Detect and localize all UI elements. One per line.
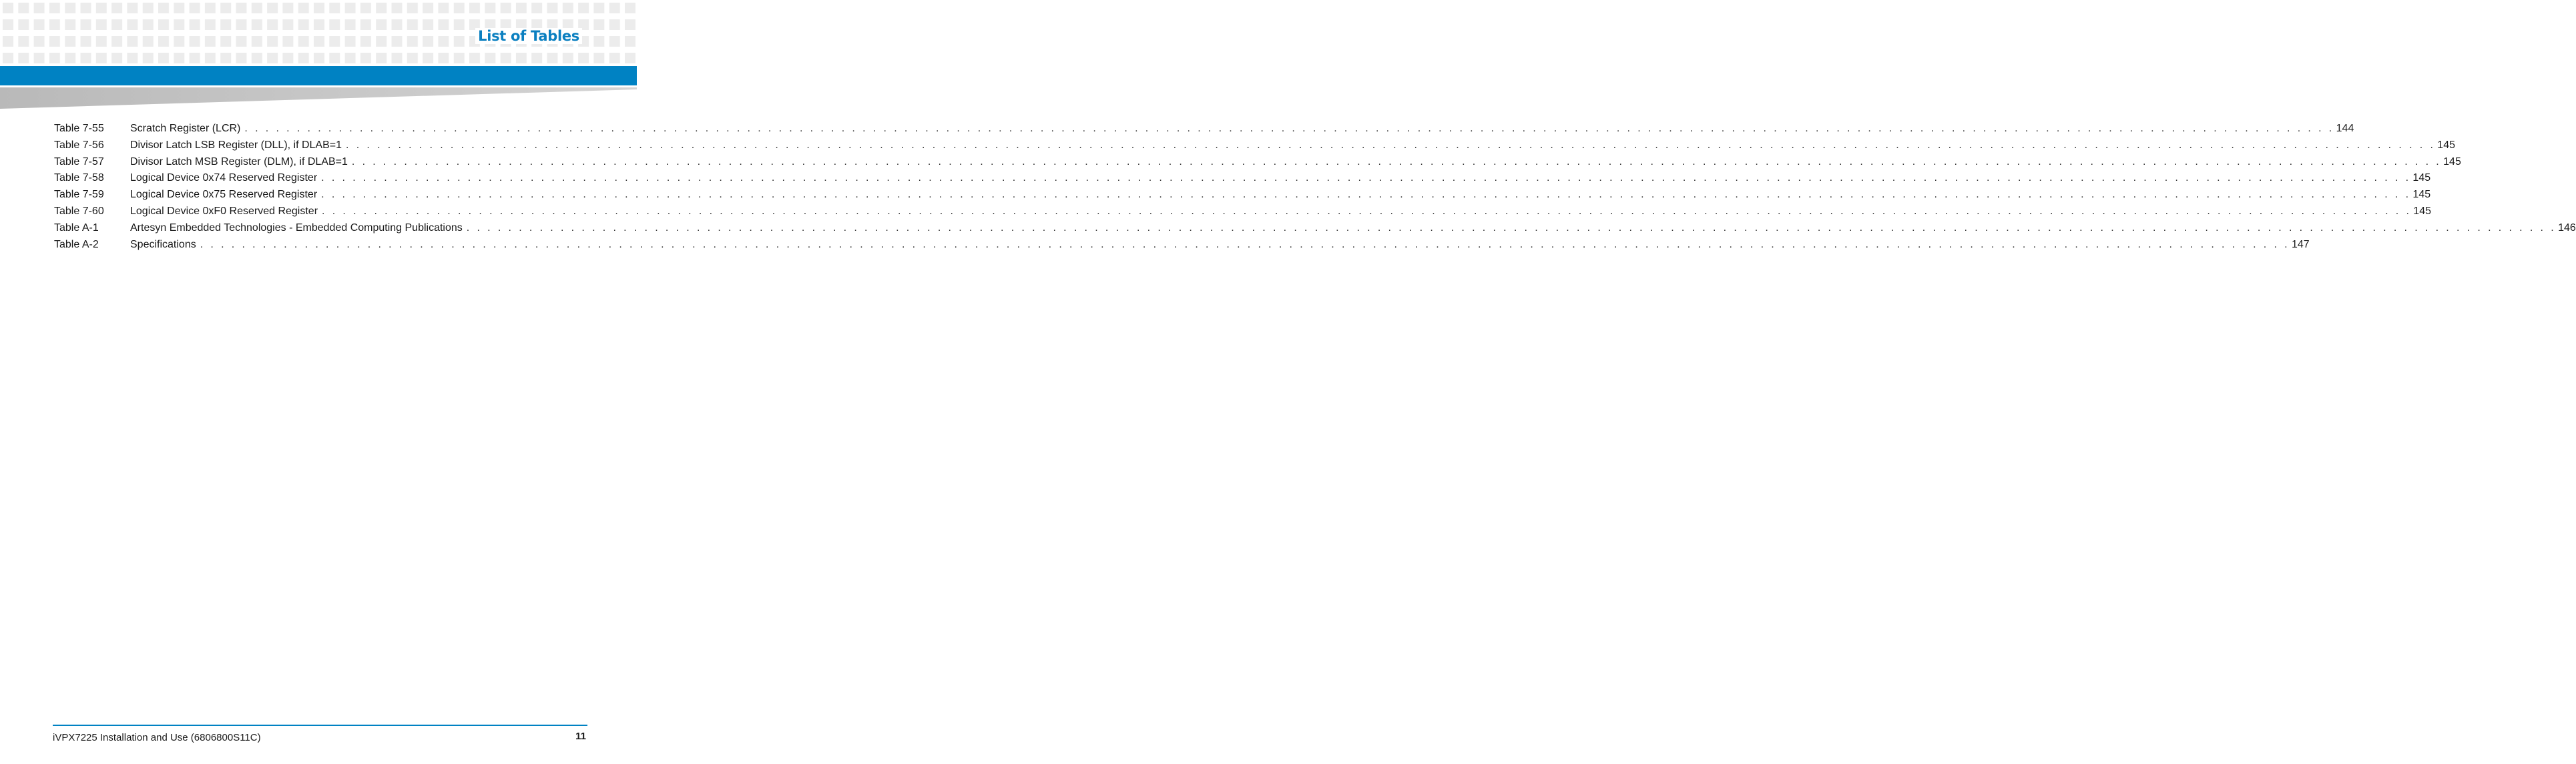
toc-entry-number: Table 7-59: [54, 189, 104, 201]
toc-entry-page: 145: [2413, 205, 2431, 217]
toc-entry-title: Logical Device 0x74 Reserved Register: [130, 172, 318, 184]
toc-dot-leader: . . . . . . . . . . . . . . . . . . . . . . . . . . . . . . . . . . . . . . . . . . . . . . . . . . . . . . . . . . . . . . . . . . . . . . . . . . . . . . . . . . . . . . . . . . . . . . . . . . . . . . . . . . . . . . . . . . . . . . . . . . . . . . . . . . . . . . . . . . . . . . . . . . . . . . . . . . . . . . . . . . . . . . . . . . . . . . . . . . . . . . . . . . . . . . . . . . . . . . . .: [351, 155, 2442, 167]
toc-entry[interactable]: [54, 172, 2431, 189]
toc-entry-number: Table 7-55: [54, 123, 104, 134]
toc-entry-number: Table A-1: [54, 222, 99, 234]
toc-entry-page: 145: [2443, 155, 2461, 167]
toc-entry-number: Table A-2: [54, 238, 99, 250]
toc-entry-number: Table 7-56: [54, 139, 104, 151]
toc-entry-page: 147: [2292, 238, 2310, 250]
toc-entry-number: Table 7-57: [54, 155, 104, 167]
toc-entry-page: 145: [2437, 139, 2455, 151]
toc-entry-number: Table 7-60: [54, 205, 104, 217]
toc-entry-title: Logical Device 0x75 Reserved Register: [130, 189, 318, 201]
footer-document-title: iVPX7225 Installation and Use (6806800S11C): [53, 732, 261, 743]
list-of-tables: [54, 123, 2576, 255]
toc-entry[interactable]: [54, 139, 2455, 156]
toc-dot-leader: . . . . . . . . . . . . . . . . . . . . . . . . . . . . . . . . . . . . . . . . . . . . . . . . . . . . . . . . . . . . . . . . . . . . . . . . . . . . . . . . . . . . . . . . . . . . . . . . . . . . . . . . . . . . . . . . . . . . . . . . . . . . . . . . . . . . . . . . . . . . . . . . . . . . . . . . . . . . . . . . . . . . . . . . . . . . . . . . . . . . . . . . . . . . . . . . . . . . . . . .: [321, 172, 2411, 184]
toc-dot-leader: . . . . . . . . . . . . . . . . . . . . . . . . . . . . . . . . . . . . . . . . . . . . . . . . . . . . . . . . . . . . . . . . . . . . . . . . . . . . . . . . . . . . . . . . . . . . . . . . . . . . . . . . . . . . . . . . . . . . . . . . . . . . . . . . . . . . . . . . . . . . . . . . . . . . . . . . . . . . . . . . . . . . . . . . . . . . . . . . . . . . . . . . . . . . . . . . . . . . . . . .: [244, 123, 2334, 134]
page-title: List of Tables: [475, 28, 582, 44]
toc-entry-page: 145: [2412, 172, 2431, 184]
header-blue-bar: [0, 66, 637, 85]
toc-entry-number: Table 7-58: [54, 172, 104, 184]
toc-entry-page: 144: [2336, 123, 2354, 134]
header-gray-wedge: [0, 87, 637, 109]
toc-entry-title: Scratch Register (LCR): [130, 123, 241, 134]
toc-entry-title: Artesyn Embedded Technologies - Embedded Computing Publications: [130, 222, 463, 234]
toc-entry-title: Divisor Latch LSB Register (DLL), if DLAB=1: [130, 139, 342, 151]
footer-page-number: 11: [575, 731, 586, 742]
toc-entry-title: Specifications: [130, 238, 196, 250]
toc-entry-title: Divisor Latch MSB Register (DLM), if DLAB=1: [130, 155, 348, 167]
footer-rule: [53, 725, 587, 726]
toc-entry[interactable]: [54, 205, 2431, 222]
toc-entry[interactable]: [54, 222, 2576, 239]
toc-entry[interactable]: [54, 189, 2431, 206]
toc-entry-title: Logical Device 0xF0 Reserved Register: [130, 205, 318, 217]
toc-dot-leader: . . . . . . . . . . . . . . . . . . . . . . . . . . . . . . . . . . . . . . . . . . . . . . . . . . . . . . . . . . . . . . . . . . . . . . . . . . . . . . . . . . . . . . . . . . . . . . . . . . . . . . . . . . . . . . . . . . . . . . . . . . . . . . . . . . . . . . . . . . . . . . . . . . . . . . . . . . . . . . . . . . . . . . . . . . . . . . . . . . . . . . . . . . . . . . . . . . . . . . . .: [322, 205, 2412, 217]
toc-entry[interactable]: [54, 238, 2310, 256]
toc-entry[interactable]: [54, 155, 2461, 173]
toc-dot-leader: . . . . . . . . . . . . . . . . . . . . . . . . . . . . . . . . . . . . . . . . . . . . . . . . . . . . . . . . . . . . . . . . . . . . . . . . . . . . . . . . . . . . . . . . . . . . . . . . . . . . . . . . . . . . . . . . . . . . . . . . . . . . . . . . . . . . . . . . . . . . . . . . . . . . . . . . . . . . . . . . . . . . . . . . . . . . . . . . . . . . . . . . . . . . . . . . . . . . . . . .: [466, 222, 2557, 234]
toc-dot-leader: . . . . . . . . . . . . . . . . . . . . . . . . . . . . . . . . . . . . . . . . . . . . . . . . . . . . . . . . . . . . . . . . . . . . . . . . . . . . . . . . . . . . . . . . . . . . . . . . . . . . . . . . . . . . . . . . . . . . . . . . . . . . . . . . . . . . . . . . . . . . . . . . . . . . . . . . . . . . . . . . . . . . . . . . . . . . . . . . . . . . . . . . . . . . . . . . . . . . . . . .: [346, 139, 2436, 151]
toc-entry[interactable]: [54, 123, 2354, 139]
toc-entry-page: 145: [2412, 189, 2431, 201]
toc-dot-leader: . . . . . . . . . . . . . . . . . . . . . . . . . . . . . . . . . . . . . . . . . . . . . . . . . . . . . . . . . . . . . . . . . . . . . . . . . . . . . . . . . . . . . . . . . . . . . . . . . . . . . . . . . . . . . . . . . . . . . . . . . . . . . . . . . . . . . . . . . . . . . . . . . . . . . . . . . . . . . . . . . . . . . . . . . . . . . . . . . . . . . . . . . . . . . . . . . . . . . . . .: [200, 238, 2290, 250]
toc-dot-leader: . . . . . . . . . . . . . . . . . . . . . . . . . . . . . . . . . . . . . . . . . . . . . . . . . . . . . . . . . . . . . . . . . . . . . . . . . . . . . . . . . . . . . . . . . . . . . . . . . . . . . . . . . . . . . . . . . . . . . . . . . . . . . . . . . . . . . . . . . . . . . . . . . . . . . . . . . . . . . . . . . . . . . . . . . . . . . . . . . . . . . . . . . . . . . . . . . . . . . . . .: [321, 189, 2411, 201]
toc-entry-page: 146: [2558, 222, 2576, 234]
